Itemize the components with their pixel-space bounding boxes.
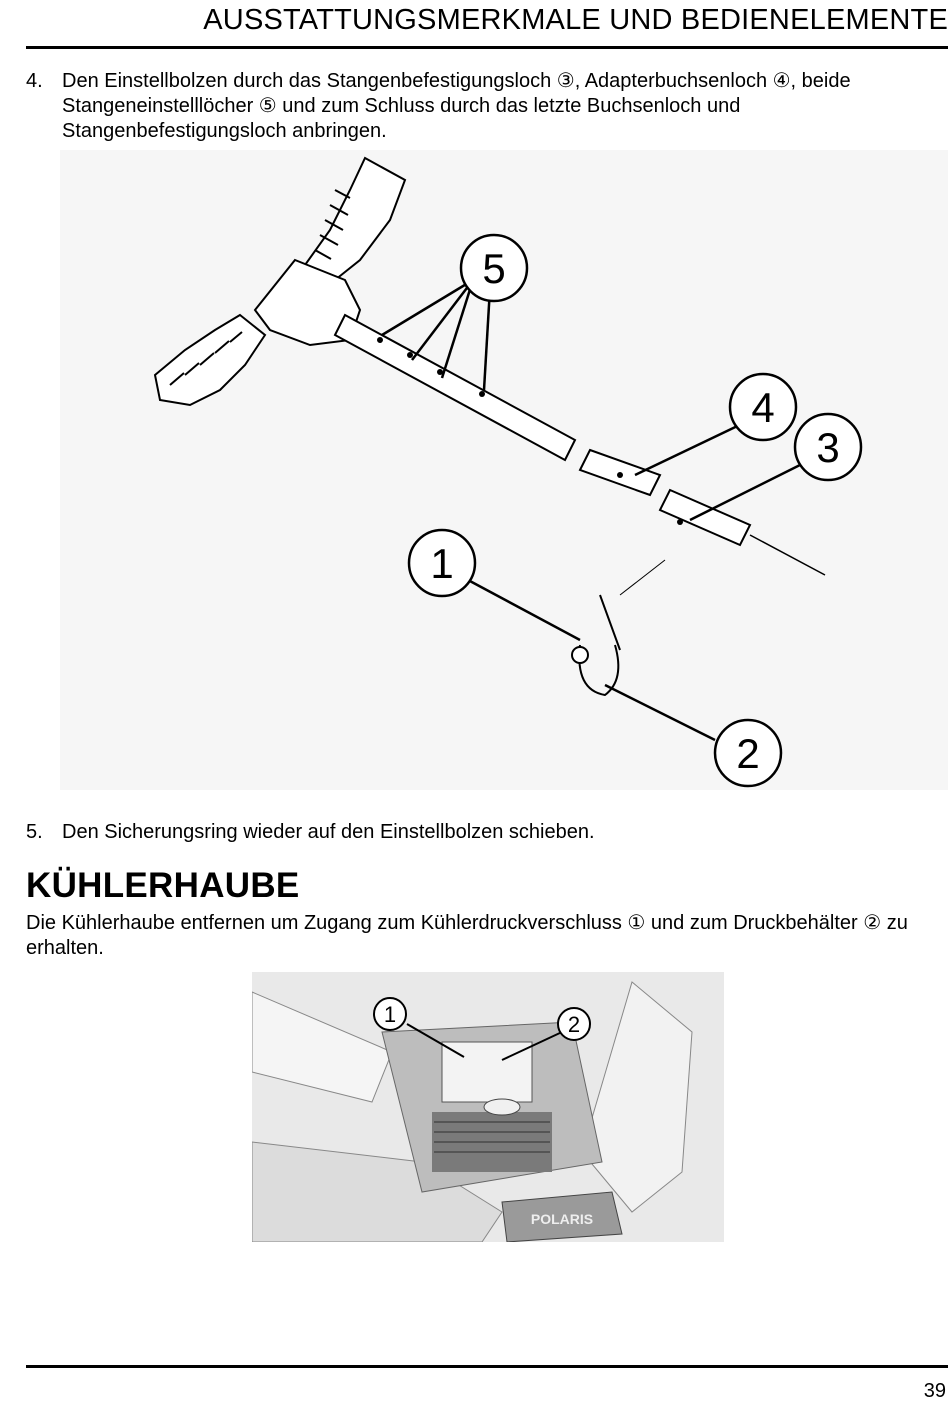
section-paragraph: Die Kühlerhaube entfernen um Zugang zum Kühlerdruckverschluss ① und zum Druckbehälter ② zu erhalten. bbox=[26, 912, 908, 959]
callout-1: 1 bbox=[383, 1002, 397, 1027]
step-text: Den Sicherungsring wieder auf den Einstellbolzen schieben. bbox=[62, 821, 595, 843]
step-4 bbox=[26, 69, 926, 144]
callout-1: 1 bbox=[430, 540, 454, 587]
section-title: KÜHLERHAUBE bbox=[26, 866, 300, 905]
callout-5: 5 bbox=[482, 245, 506, 292]
figure-radiator-hood bbox=[252, 972, 724, 1242]
step-number: 4. bbox=[26, 70, 43, 92]
callout-2: 2 bbox=[567, 1012, 581, 1037]
grille-logo-text: POLARIS bbox=[530, 1211, 594, 1227]
figure-handlebar-assembly bbox=[60, 150, 948, 790]
page-header bbox=[26, 0, 948, 49]
radiator-photo bbox=[252, 972, 724, 1242]
callout-2: 2 bbox=[736, 730, 760, 777]
step-number: 5. bbox=[26, 821, 43, 843]
footer-rule bbox=[26, 1365, 948, 1368]
callout-3: 3 bbox=[816, 424, 840, 471]
page-number: 39 bbox=[923, 1380, 946, 1402]
callout-4: 4 bbox=[751, 384, 775, 431]
header-title: AUSSTATTUNGSMERKMALE UND BEDIENELEMENTE bbox=[203, 4, 948, 36]
step-text: Den Einstellbolzen durch das Stangenbefestigungsloch ③, Adapterbuchsenloch ④, beide Stangeneinstelllöcher ⑤ und zum Schluss durch das letzte Buchsenloch und Stangenbefestigungsloch anbringen. bbox=[62, 70, 851, 142]
step-5 bbox=[26, 820, 926, 845]
handlebar-illustration bbox=[60, 150, 948, 790]
